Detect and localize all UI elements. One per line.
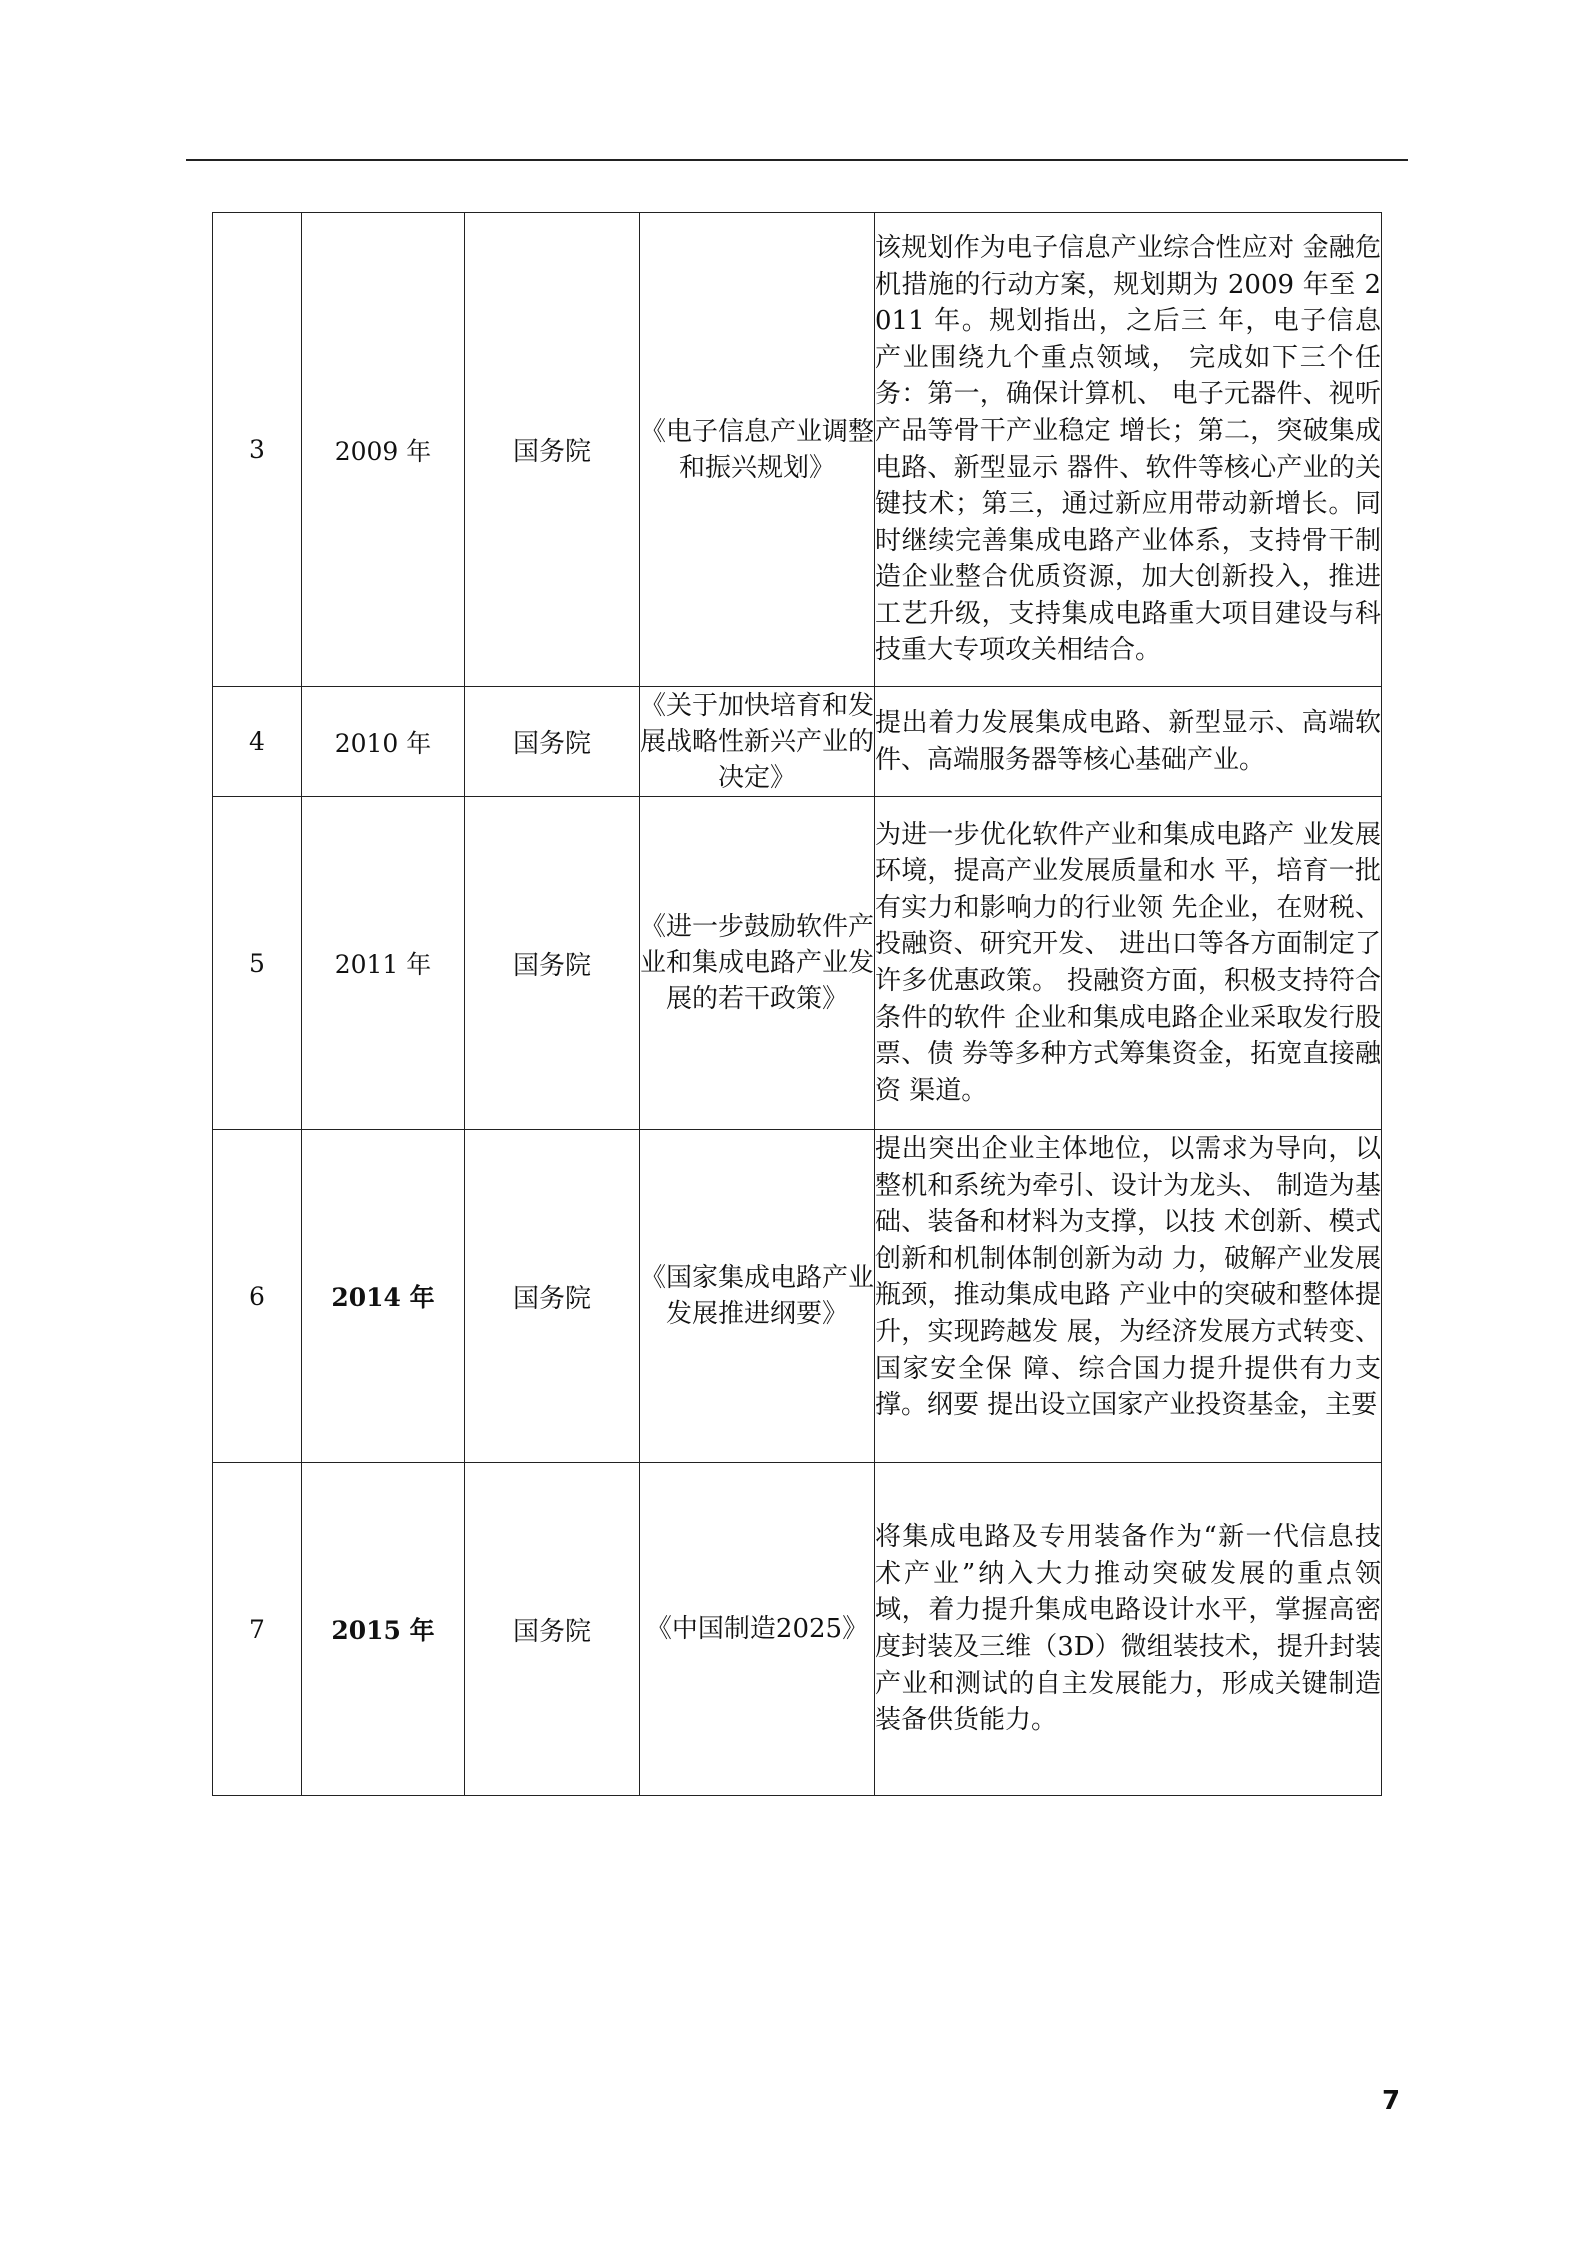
row-issuer: 国务院	[465, 1130, 640, 1463]
table-row	[213, 797, 1382, 1130]
row-policy-title: 《关于加快培育和发展战略性新兴产业的决定》	[640, 687, 875, 797]
row-number: 3	[213, 213, 302, 687]
row-policy-title: 《电子信息产业调整和振兴规划》	[640, 213, 875, 687]
row-year: 2009 年	[302, 213, 465, 687]
table-row	[213, 213, 1382, 687]
row-content: 该规划作为电子信息产业综合性应对 金融危机措施的行动方案，规划期为 2009 年至 2011 年。规划指出，之后三 年，电子信息产业围绕九个重点领域， 完成如下三个任务：第一，确保计算机、 电子元器件、视听产品等骨干产业稳定 增长；第二，突破集成电路、新型显示 器件、软件等核心产业的关键技术；第三，通过新应用带动新增长。同时继续完善集成电路产业体系，支持骨干制造企业整合优质资源，加大创新投入，推进工艺升级，支持集成电路重大项目建设与科技重大专项攻关相结合。	[875, 232, 1381, 666]
row-number: 4	[213, 687, 302, 797]
row-policy-title: 《进一步鼓励软件产业和集成电路产业发展的若干政策》	[640, 797, 875, 1130]
row-number: 7	[213, 1463, 302, 1796]
row-year: 2010 年	[302, 687, 465, 797]
row-content-cell	[875, 1130, 1382, 1463]
row-issuer: 国务院	[465, 687, 640, 797]
row-policy-title: 《中国制造2025》	[640, 1463, 875, 1796]
row-policy-title: 《国家集成电路产业发展推进纲要》	[640, 1130, 875, 1463]
row-content-cell	[875, 213, 1382, 687]
table-row	[213, 1463, 1382, 1796]
page-number: 7	[1382, 2086, 1401, 2116]
row-issuer: 国务院	[465, 1463, 640, 1796]
row-content-cell	[875, 797, 1382, 1130]
row-year: 2015 年	[302, 1463, 465, 1796]
row-number: 6	[213, 1130, 302, 1463]
row-content-cell	[875, 1463, 1382, 1796]
row-issuer: 国务院	[465, 797, 640, 1130]
header-rule	[186, 159, 1408, 161]
row-number: 5	[213, 797, 302, 1130]
table-row	[213, 687, 1382, 797]
row-content: 为进一步优化软件产业和集成电路产 业发展环境，提高产业发展质量和水 平，培育一批有实力和影响力的行业领 先企业，在财税、投融资、研究开发、 进出口等各方面制定了许多优惠政策。 投融资方面，积极支持符合条件的软件 企业和集成电路企业采取发行股票、债 券等多种方式筹集资金，拓宽直接融资 渠道。	[875, 819, 1381, 1106]
row-content: 提出突出企业主体地位，以需求为导向，以整机和系统为牵引、设计为龙头、 制造为基础、装备和材料为支撑，以技 术创新、模式创新和机制体制创新为动 力，破解产业发展瓶颈，推动集成电路 产业中的突破和整体提升，实现跨越发 展，为经济发展方式转变、国家安全保 障、综合国力提升提供有力支撑。纲要 提出设立国家产业投资基金，主要	[875, 1134, 1381, 1421]
row-year: 2014 年	[302, 1130, 465, 1463]
row-content: 提出着力发展集成电路、新型显示、高端软件、高端服务器等核心基础产业。	[875, 707, 1381, 775]
policy-table	[212, 212, 1382, 1796]
row-content-cell	[875, 687, 1382, 797]
table-row	[213, 1130, 1382, 1463]
row-issuer: 国务院	[465, 213, 640, 687]
row-year: 2011 年	[302, 797, 465, 1130]
row-content: 将集成电路及专用装备作为“新一代信息技术产业”纳入大力推动突破发展的重点领域，着力提升集成电路设计水平，掌握高密度封装及三维（3D）微组装技术，提升封装产业和测试的自主发展能力，形成关键制造装备供货能力。	[875, 1522, 1381, 1736]
